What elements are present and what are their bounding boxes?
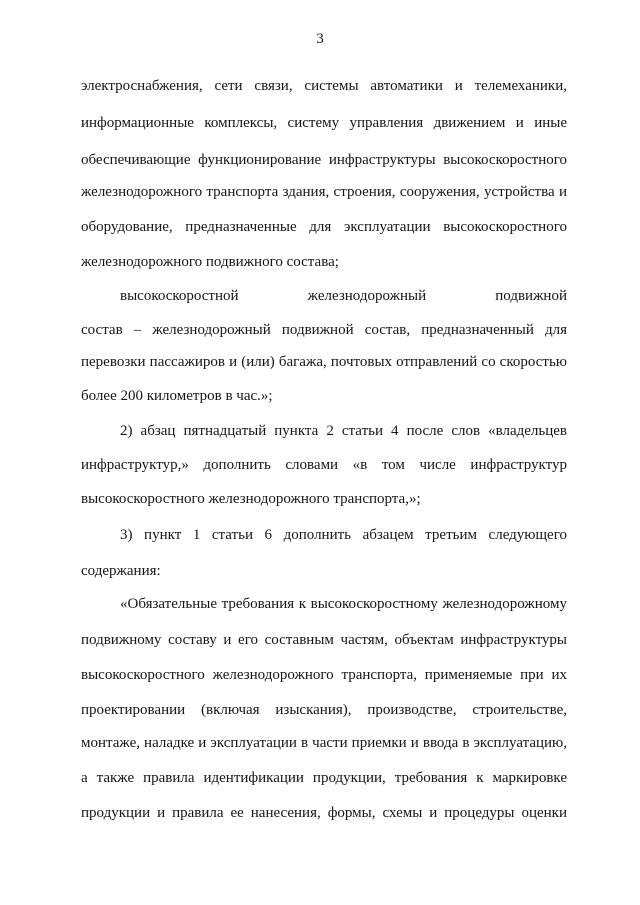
text-line: а также правила идентификации продукции, требования к маркировке: [81, 770, 567, 786]
text-line: высокоскоростного железнодорожного транспорта, применяемые при их: [81, 667, 567, 683]
text-line: высокоскоростной железнодорожный подвижной: [120, 288, 567, 304]
text-line: перевозки пассажиров и (или) багажа, почтовых отправлений со скоростью: [81, 354, 567, 370]
text-line: оборудование, предназначенные для эксплуатации высокоскоростного: [81, 219, 567, 235]
text-line: железнодорожного подвижного состава;: [81, 254, 339, 270]
page-number: 3: [316, 31, 324, 47]
text-line: 3) пункт 1 статьи 6 дополнить абзацем третьим следующего: [120, 527, 567, 543]
text-line: содержания:: [81, 563, 161, 579]
text-line: продукции и правила ее нанесения, формы, схемы и процедуры оценки: [81, 805, 567, 821]
text-line: проектировании (включая изыскания), производстве, строительстве,: [81, 702, 567, 718]
text-line: 2) абзац пятнадцатый пункта 2 статьи 4 после слов «владельцев: [120, 423, 567, 439]
text-line: обеспечивающие функционирование инфраструктуры высокоскоростного: [81, 152, 567, 168]
text-line: более 200 километров в час.»;: [81, 388, 273, 404]
text-line: инфраструктур,» дополнить словами «в том числе инфраструктур: [81, 457, 567, 473]
text-line: электроснабжения, сети связи, системы автоматики и телемеханики,: [81, 78, 567, 94]
text-line: железнодорожного транспорта здания, строения, сооружения, устройства и: [81, 184, 567, 200]
text-line: состав – железнодорожный подвижной состав, предназначенный для: [81, 322, 567, 338]
text-line: информационные комплексы, систему управления движением и иные: [81, 115, 567, 131]
text-line: высокоскоростного железнодорожного транспорта,»;: [81, 491, 421, 507]
text-line: подвижному составу и его составным частям, объектам инфраструктуры: [81, 632, 567, 648]
text-line: монтаже, наладке и эксплуатации в части приемки и ввода в эксплуатацию,: [81, 735, 567, 751]
text-line: «Обязательные требования к высокоскоростному железнодорожному: [120, 596, 567, 612]
